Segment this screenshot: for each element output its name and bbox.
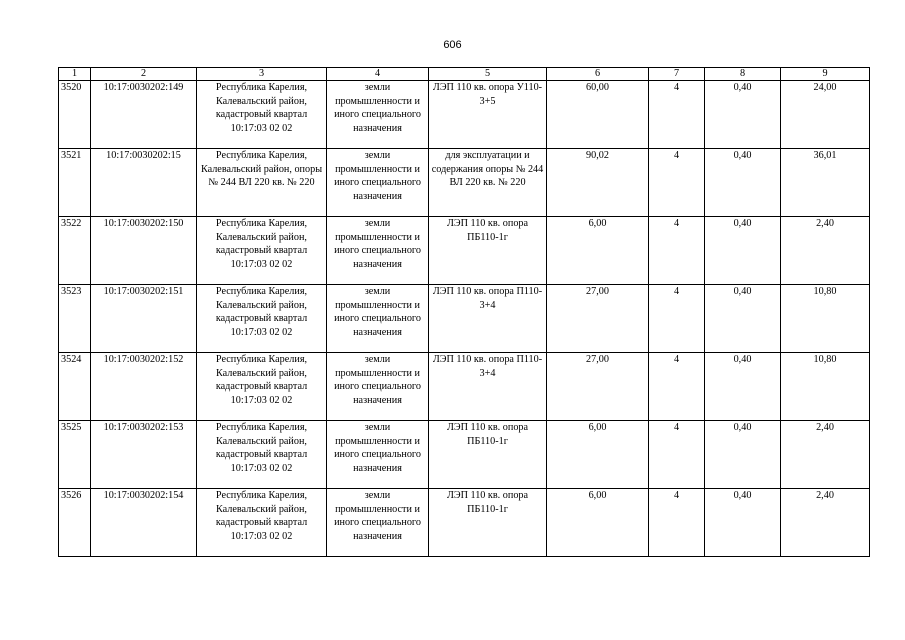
rate-cell: 0,40 [705,149,781,217]
cadastral-number-cell: 10:17:0030202:154 [91,489,197,557]
purpose-cell: ЛЭП 110 кв. опора У110-3+5 [429,81,547,149]
cadastral-number-cell: 10:17:0030202:150 [91,217,197,285]
land-category-cell: земли промышленности и иного специального назначения [327,217,429,285]
cadastral-number-cell: 10:17:0030202:151 [91,285,197,353]
row-number-cell: 3522 [59,217,91,285]
rate-cell: 0,40 [705,285,781,353]
table-row [59,285,870,353]
row-number-cell: 3521 [59,149,91,217]
sum-cell: 36,01 [781,149,870,217]
row-number-cell: 3525 [59,421,91,489]
location-cell: Республика Карелия, Калевальский район, кадастровый квартал 10:17:03 02 02 [197,217,327,285]
sum-cell: 10,80 [781,285,870,353]
column-7-cell: 4 [649,149,705,217]
header-cell: 3 [197,68,327,81]
cadastral-number-cell: 10:17:0030202:15 [91,149,197,217]
sum-cell: 2,40 [781,421,870,489]
column-7-cell: 4 [649,217,705,285]
table-row [59,353,870,421]
rate-cell: 0,40 [705,81,781,149]
location-cell: Республика Карелия, Калевальский район, кадастровый квартал 10:17:03 02 02 [197,285,327,353]
cadastral-number-cell: 10:17:0030202:149 [91,81,197,149]
rate-cell: 0,40 [705,489,781,557]
header-cell: 1 [59,68,91,81]
purpose-cell: ЛЭП 110 кв. опора ПБ110-1г [429,217,547,285]
land-category-cell: земли промышленности и иного специального назначения [327,353,429,421]
land-category-cell: земли промышленности и иного специального назначения [327,489,429,557]
column-7-cell: 4 [649,285,705,353]
column-7-cell: 4 [649,489,705,557]
area-cell: 90,02 [547,149,649,217]
area-cell: 6,00 [547,421,649,489]
land-category-cell: земли промышленности и иного специального назначения [327,81,429,149]
purpose-cell: ЛЭП 110 кв. опора П110-3+4 [429,285,547,353]
header-row [59,68,870,81]
page-number: 606 [443,39,462,51]
header-cell: 8 [705,68,781,81]
area-cell: 6,00 [547,489,649,557]
table-row [59,489,870,557]
sum-cell: 2,40 [781,489,870,557]
cadastral-number-cell: 10:17:0030202:152 [91,353,197,421]
row-number-cell: 3526 [59,489,91,557]
row-number-cell: 3520 [59,81,91,149]
row-number-cell: 3523 [59,285,91,353]
purpose-cell: ЛЭП 110 кв. опора ПБ110-1г [429,421,547,489]
rate-cell: 0,40 [705,353,781,421]
rate-cell: 0,40 [705,421,781,489]
header-cell: 9 [781,68,870,81]
column-7-cell: 4 [649,353,705,421]
location-cell: Республика Карелия, Калевальский район, кадастровый квартал 10:17:03 02 02 [197,353,327,421]
table-row [59,149,870,217]
sum-cell: 10,80 [781,353,870,421]
sum-cell: 24,00 [781,81,870,149]
area-cell: 6,00 [547,217,649,285]
header-cell: 7 [649,68,705,81]
land-category-cell: земли промышленности и иного специального назначения [327,285,429,353]
header-cell: 4 [327,68,429,81]
purpose-cell: ЛЭП 110 кв. опора П110-3+4 [429,353,547,421]
location-cell: Республика Карелия, Калевальский район, кадастровый квартал 10:17:03 02 02 [197,421,327,489]
sum-cell: 2,40 [781,217,870,285]
header-cell: 2 [91,68,197,81]
column-7-cell: 4 [649,421,705,489]
header-cell: 5 [429,68,547,81]
land-category-cell: земли промышленности и иного специального назначения [327,421,429,489]
purpose-cell: ЛЭП 110 кв. опора ПБ110-1г [429,489,547,557]
area-cell: 27,00 [547,285,649,353]
table-row [59,81,870,149]
location-cell: Республика Карелия, Калевальский район, кадастровый квартал 10:17:03 02 02 [197,489,327,557]
cadastral-number-cell: 10:17:0030202:153 [91,421,197,489]
location-cell: Республика Карелия, Калевальский район, опоры № 244 ВЛ 220 кв. № 220 [197,149,327,217]
column-7-cell: 4 [649,81,705,149]
row-number-cell: 3524 [59,353,91,421]
table-row [59,421,870,489]
land-registry-table [58,67,870,557]
rate-cell: 0,40 [705,217,781,285]
land-category-cell: земли промышленности и иного специального назначения [327,149,429,217]
header-cell: 6 [547,68,649,81]
area-cell: 60,00 [547,81,649,149]
area-cell: 27,00 [547,353,649,421]
purpose-cell: для эксплуатации и содержания опоры № 244 ВЛ 220 кв. № 220 [429,149,547,217]
location-cell: Республика Карелия, Калевальский район, кадастровый квартал 10:17:03 02 02 [197,81,327,149]
table-row [59,217,870,285]
